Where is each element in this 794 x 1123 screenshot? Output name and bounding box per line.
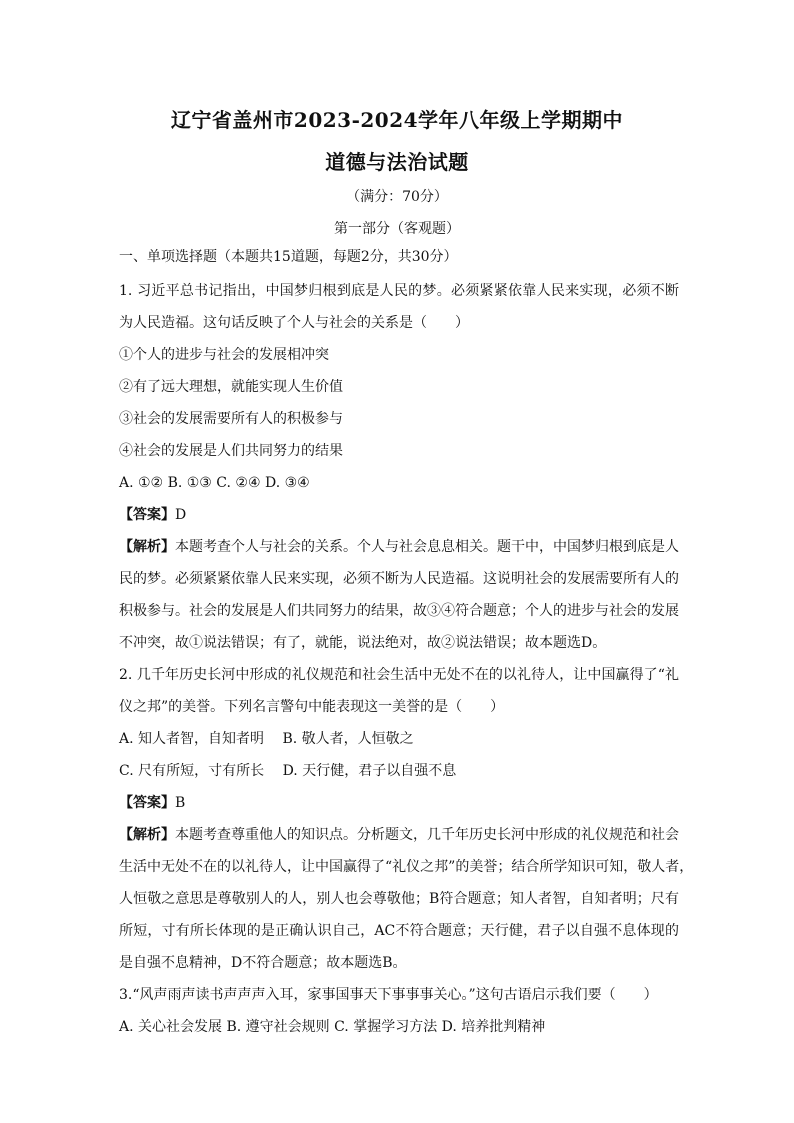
- q2-stem-line-1: 2. 几千年历史长河中形成的礼仪规范和社会生活中无处不在的以礼待人，让中国赢得了“礼: [119, 667, 679, 683]
- q1-options: A. ①② B. ①③ C. ②④ D. ③④: [119, 475, 310, 491]
- q1-analysis-line-3: 积极参与。社会的发展是人们共同努力的结果，故③④符合题意；个人的进步与社会的发展: [119, 603, 679, 619]
- analysis-tag: 【解析】: [119, 827, 175, 843]
- section-heading: 一、单项选择题（本题共15道题，每题2分，共30分）: [119, 249, 458, 265]
- document-subtitle: 道德与法治试题: [325, 150, 469, 174]
- q2-options-line-2: C. 尺有所短，寸有所长 D. 天行健，君子以自强不息: [119, 763, 457, 779]
- answer-tag: 【答案】: [119, 507, 175, 523]
- part-heading: 第一部分（客观题）: [334, 221, 460, 237]
- q1-item-2: ②有了远大理想，就能实现人生价值: [119, 379, 343, 395]
- q2-analysis-line-3: 人恒敬之意思是尊敬别人的人，别人也会尊敬他；B符合题意；知人者智，自知者明；尺有: [119, 891, 679, 907]
- q1-stem-line-2: 为人民造福。这句话反映了个人与社会的关系是（ ）: [119, 315, 469, 331]
- full-score: （满分：70分）: [346, 189, 448, 205]
- q2-analysis-line-2: 生活中无处不在的以礼待人，让中国赢得了“礼仪之邦”的美誉；结合所学知识可知，敬人者，: [119, 859, 694, 875]
- q2-answer: [119, 793, 679, 813]
- q1-analysis-line-4: 不冲突，故①说法错误；有了，就能，说法绝对，故②说法错误；故本题选D。: [119, 635, 607, 651]
- answer-value: D: [175, 507, 187, 523]
- q1-item-3: ③社会的发展需要所有人的积极参与: [119, 411, 343, 427]
- answer-tag: 【答案】: [119, 795, 175, 811]
- analysis-text: 本题考查个人与社会的关系。个人与社会息息相关。题干中，中国梦归根到底是人: [175, 539, 679, 555]
- q2-analysis-line-5: 是自强不息精神，D不符合题意；故本题选B。: [119, 955, 407, 971]
- q2-analysis-line-4: 所短，寸有所长体现的是正确认识自己，AC不符合题意；天行健，君子以自强不息体现的: [119, 923, 679, 939]
- q1-answer: [119, 505, 679, 525]
- q1-item-4: ④社会的发展是人们共同努力的结果: [119, 443, 343, 459]
- q1-analysis-line-1: [119, 537, 679, 557]
- document-title: 辽宁省盖州市2023-2024学年八年级上学期期中: [170, 108, 624, 132]
- q2-analysis-line-1: [119, 825, 679, 845]
- q2-options-line-1: A. 知人者智，自知者明 B. 敬人者，人恒敬之: [119, 731, 414, 747]
- q1-item-1: ①个人的进步与社会的发展相冲突: [119, 347, 329, 363]
- answer-value: B: [175, 795, 186, 811]
- q1-stem-line-1: 1. 习近平总书记指出，中国梦归根到底是人民的梦。必须紧紧依靠人民来实现，必须不断: [119, 283, 679, 299]
- q3-stem: 3.“风声雨声读书声声声入耳，家事国事天下事事事关心。”这句古语启示我们要（ ）: [119, 987, 658, 1003]
- q2-stem-line-2: 仪之邦”的美誉。下列名言警句中能表现这一美誉的是（ ）: [119, 699, 505, 715]
- analysis-tag: 【解析】: [119, 539, 175, 555]
- analysis-text: 本题考查尊重他人的知识点。分析题文，几千年历史长河中形成的礼仪规范和社会: [175, 827, 679, 843]
- q3-options: A. 关心社会发展 B. 遵守社会规则 C. 掌握学习方法 D. 培养批判精神: [119, 1019, 546, 1035]
- q1-analysis-line-2: 民的梦。必须紧紧依靠人民来实现，必须不断为人民造福。这说明社会的发展需要所有人的: [119, 571, 679, 587]
